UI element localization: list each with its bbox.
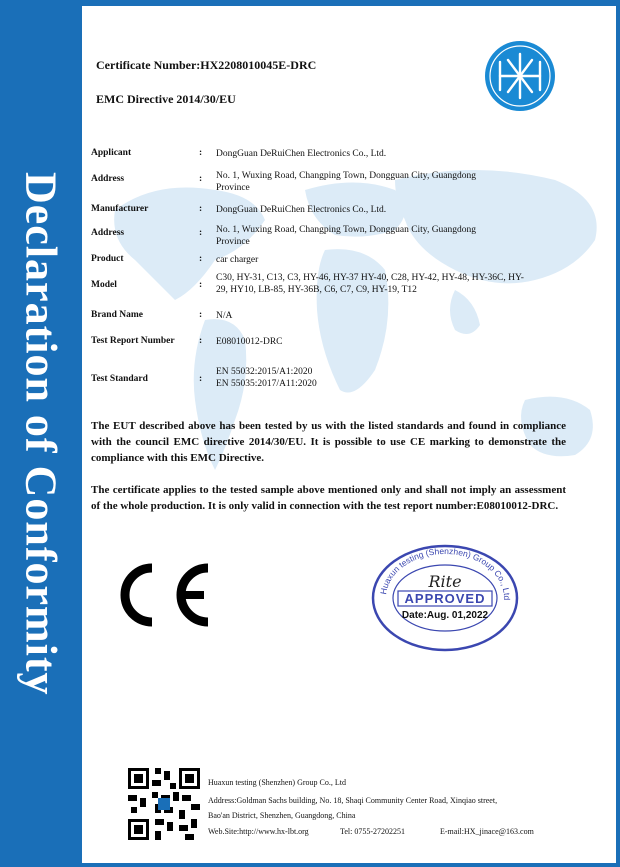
field-value: DongGuan DeRuiChen Electronics Co., Ltd. (216, 149, 387, 159)
declaration-title: Declaration of Conformity (16, 171, 66, 696)
test-standard-line: EN 55032:2015/A1:2020 (216, 367, 313, 377)
field-label: Model (91, 280, 117, 290)
field-colon: : (199, 148, 203, 158)
field-value: DongGuan DeRuiChen Electronics Co., Ltd. (216, 205, 387, 215)
right-frame (616, 0, 620, 867)
field-colon: : (199, 254, 203, 264)
field-colon: : (199, 228, 203, 238)
side-title (0, 0, 82, 867)
footer-email[interactable]: E-mail:HX_jinace@163.com (440, 827, 534, 836)
huaxun-logo-icon (484, 40, 556, 112)
stamp-ring-text-path: Huaxun testing (Shenzhen) Group Co., Ltd (378, 545, 513, 601)
field-value: C30, HY-31, C13, C3, HY-46, HY-37 HY-40, C28, HY-42, HY-48, HY-36C, HY-29, HY10, LB-85, HY-36B, C6, C7, C9, HY-19, T12 (216, 273, 524, 295)
validity-paragraph: The certificate applies to the tested sample above mentioned only and shall not imply an assessment of the whole production. It is only valid in connection with the test report number:E08010012-DRC. (91, 484, 566, 512)
field-colon: : (199, 336, 203, 346)
field-value: E08010012-DRC (216, 337, 283, 347)
field-value: No. 1, Wuxing Road, Changping Town, Dongguan City, Guangdong Province (216, 171, 477, 193)
field-value: car charger (216, 255, 259, 265)
footer-address-line2: Bao'an District, Shenzhen, Guangdong, China (208, 811, 356, 820)
field-label: Address (91, 174, 125, 184)
field-label: Brand Name (91, 310, 143, 320)
approval-stamp (370, 543, 520, 653)
stamp-signature: Rite (428, 572, 462, 591)
field-label: Manufacturer (91, 204, 149, 214)
field-colon: : (199, 280, 203, 290)
footer-address-line1: Address:Goldman Sachs building, No. 18, Shaqi Community Center Road, Xinqiao street, (208, 796, 498, 805)
field-label: Test Standard (91, 374, 148, 384)
footer-website[interactable]: Web.Site:http://www.hx-lbt.org (208, 827, 309, 836)
certificate-number: Certificate Number:HX2208010045E-DRC (96, 58, 317, 72)
field-label: Applicant (91, 148, 132, 158)
stamp-date: Date:Aug. 01,2022 (401, 610, 489, 621)
ce-mark-icon (108, 560, 218, 630)
field-colon: : (199, 374, 203, 384)
footer-tel: Tel: 0755-27202251 (340, 827, 405, 836)
qr-code-icon (128, 768, 200, 840)
top-frame (82, 0, 620, 6)
footer-company: Huaxun testing (Shenzhen) Group Co., Ltd (208, 778, 346, 787)
field-label: Product (91, 254, 124, 264)
directive-title: EMC Directive 2014/30/EU (96, 92, 236, 106)
field-colon: : (199, 204, 203, 214)
compliance-paragraph: The EUT described above has been tested by us with the listed standards and found in compliance with the council EMC directive 2014/30/EU. It is possible to use CE marking to demonstrate the compliance with this EMC Directive. (91, 420, 566, 464)
field-value: N/A (216, 311, 233, 321)
field-colon: : (199, 174, 203, 184)
field-value: No. 1, Wuxing Road, Changping Town, Dongguan City, Guangdong Province (216, 225, 477, 247)
field-colon: : (199, 310, 203, 320)
field-label: Test Report Number (91, 336, 175, 346)
field-value (216, 366, 546, 390)
bottom-frame (82, 863, 620, 867)
stamp-approved: APPROVED (404, 591, 486, 606)
field-label: Address (91, 228, 125, 238)
test-standard-line: EN 55035:2017/A11:2020 (216, 379, 317, 389)
